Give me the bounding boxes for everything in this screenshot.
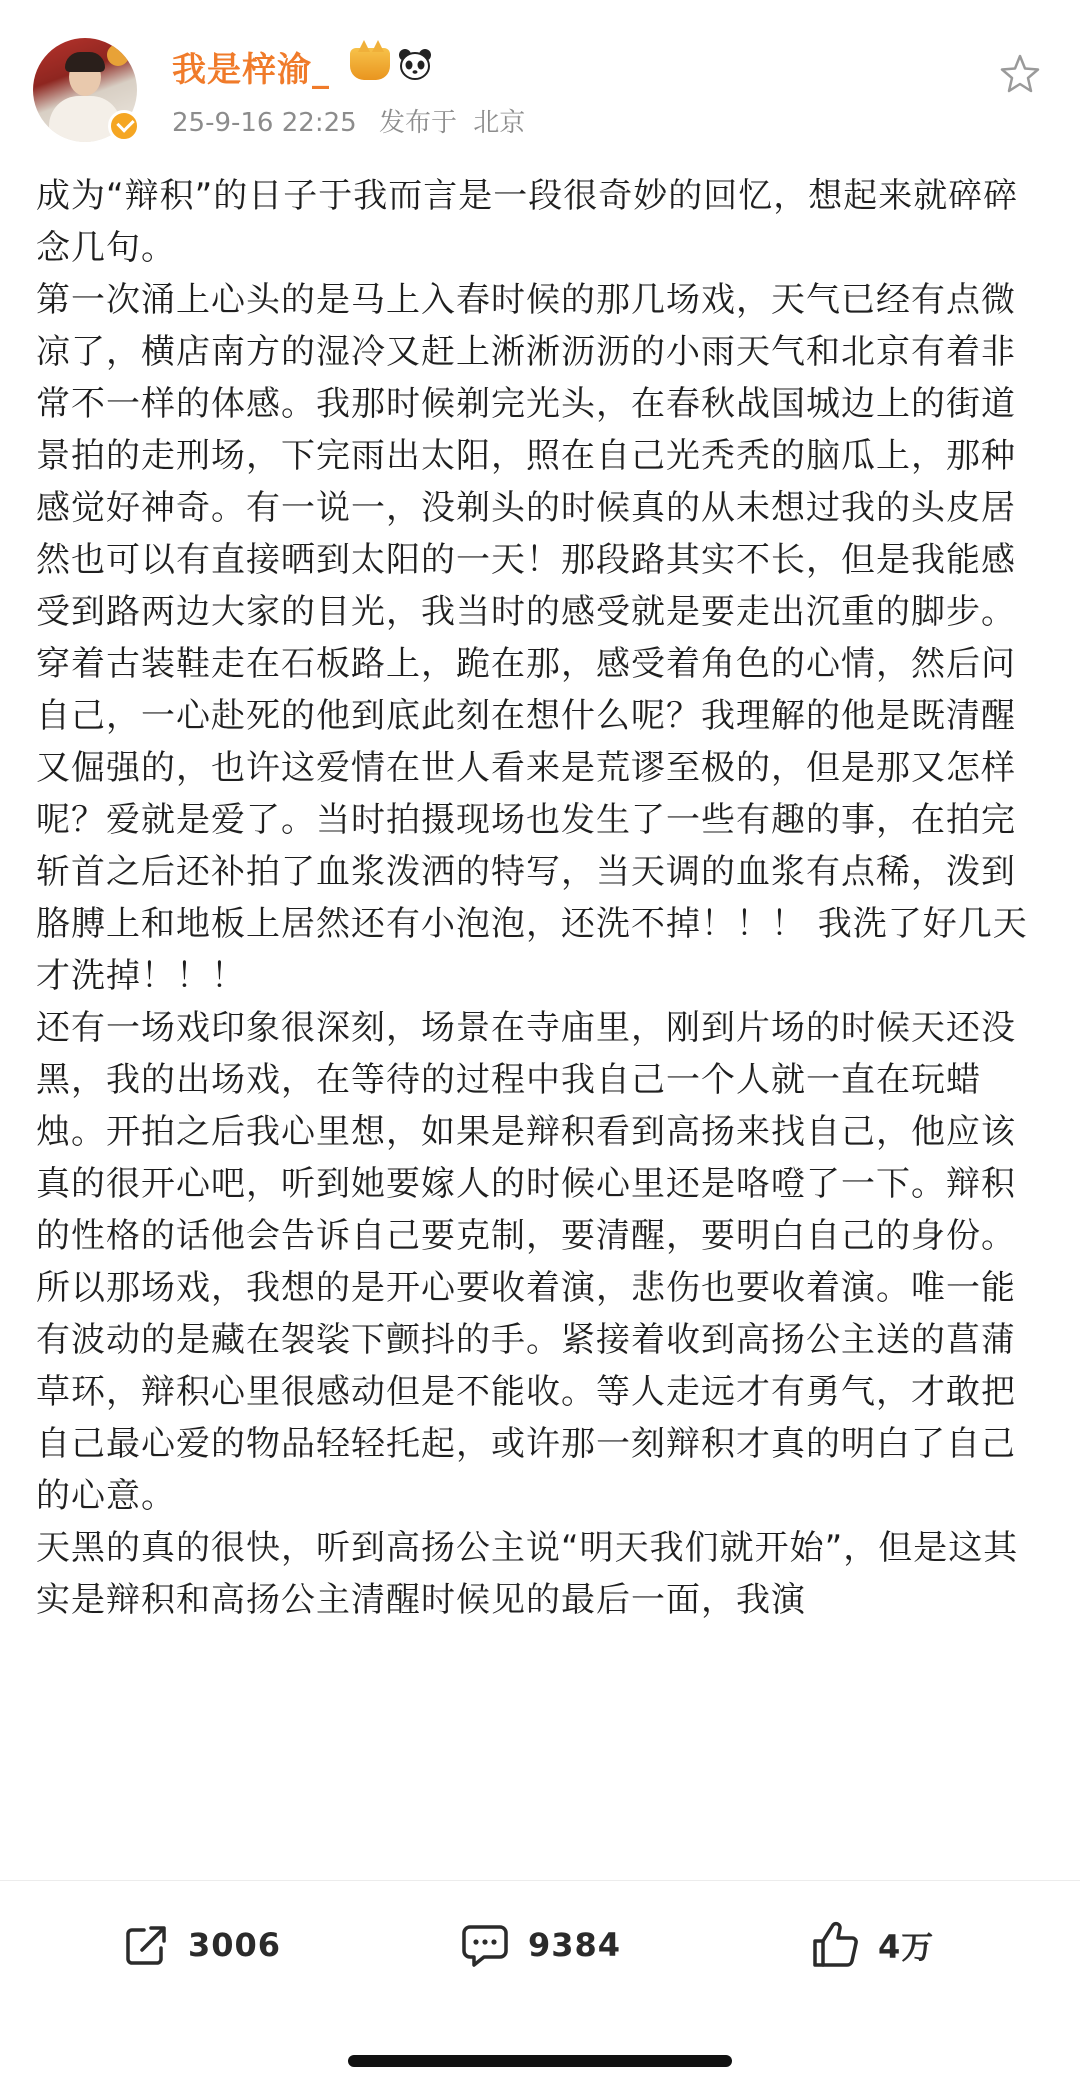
share-icon [122,1921,170,1969]
post-location: 北京 [473,108,526,138]
post-meta [172,102,525,139]
post-paragraph: 第一次涌上心头的是马上入春时候的那几场戏，天气已经有点微凉了，横店南方的湿冷又赶上淅淅沥沥的小雨天气和北京有着非常不一样的体感。我那时候剃完光头，在春秋战国城边上的街道景拍的走刑场，下完雨出太阳，照在自己光秃秃的脑瓜上，那种感觉好神奇。有一说一，没剃头的时候真的从未想过我的头皮居然也可以有直接晒到太阳的一天！那段路其实不长，但是我能感受到路两边大家的目光，我当时的感受就是要走出沉重的脚步。穿着古装鞋走在石板路上，跪在那，感受着角色的心情，然后问自己，一心赴死的他到底此刻在想什么呢？我理解的他是既清醒又倔强的，也许这爱情在世人看来是荒谬至极的，但是那又怎样呢？爱就是爱了。当时拍摄现场也发生了一些有趣的事，在拍完斩首之后还补拍了血浆泼洒的特写，当天调的血浆有点稀，泼到胳膊上和地板上居然还有小泡泡，还洗不掉！！！ 我洗了好几天才洗掉！！！ [36,280,1028,996]
avatar-balloon [107,44,129,66]
like-button[interactable] [810,1915,934,1975]
avatar-hair [65,52,105,72]
panda-icon[interactable] [398,48,432,80]
author-name[interactable]: 我是梓渝_ [172,50,330,90]
share-count: 3006 [188,1926,282,1964]
post-body [36,170,1046,1860]
share-button[interactable] [122,1915,281,1975]
vip-crown-icon[interactable] [350,48,390,80]
comment-count: 9384 [528,1926,622,1964]
post-paragraph: 成为“辩积”的日子于我而言是一段很奇妙的回忆，想起来就碎碎念几句。 [36,176,1019,268]
post-paragraph: 还有一场戏印象很深刻，场景在寺庙里，刚到片场的时候天还没黑，我的出场戏，在等待的过程中我自己一个人就一直在玩蜡烛。开拍之后我心里想，如果是辩积看到高扬来找自己，他应该真的很开心吧，听到她要嫁人的时候心里还是咯噔了一下。辩积的性格的话他会告诉自己要克制，要清醒，要明白自己的身份。所以那场戏，我想的是开心要收着演，悲伤也要收着演。唯一能有波动的是藏在袈裟下颤抖的手。紧接着收到高扬公主送的菖蒲草环，辩积心里很感动但是不能收。等人走远才有勇气，才敢把自己最心爱的物品轻轻托起，或许那一刻辩积才真的明白了自己的心意。 [36,1008,1016,1516]
like-count: 4万 [878,1928,935,1966]
post-paragraph: 天黑的真的很快，听到高扬公主说“明天我们就开始”，但是这其实是辩积和高扬公主清醒时候见的最后一面，我演 [36,1528,1019,1620]
action-bar-divider [0,1880,1080,1881]
comment-button[interactable] [460,1915,621,1975]
post-header [0,0,1080,160]
comment-icon [460,1921,510,1969]
post-timestamp: 25-9-16 22:25 [172,108,357,138]
verified-icon [108,110,140,142]
home-indicator[interactable] [348,2055,732,2067]
star-icon[interactable] [998,52,1042,96]
thumbs-up-icon [810,1920,860,1970]
location-label: 发布于 [378,108,457,138]
